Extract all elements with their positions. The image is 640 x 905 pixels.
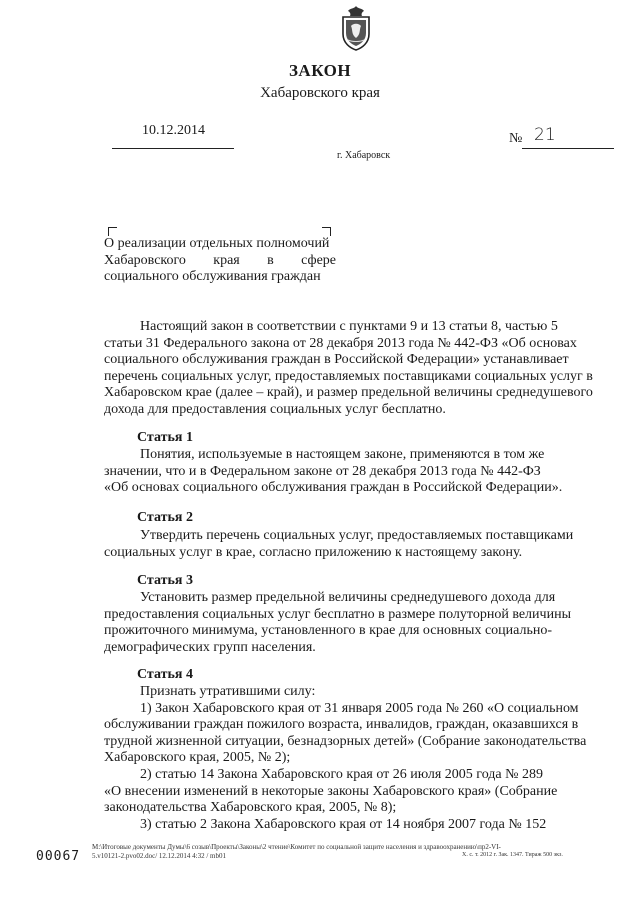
text-line: Настоящий закон в соответствии с пунктами 9 и 13 статьи 8, частью 5: [140, 319, 558, 334]
text-line: Установить размер предельной величины среднедушевого дохода для: [140, 590, 556, 605]
text-line: Признать утратившими силу:: [140, 684, 316, 699]
heading-corner-left: [108, 227, 117, 236]
document-number: 21: [534, 125, 556, 145]
article-2-title: Статья 2: [137, 510, 193, 525]
text-line: значении, что и в Федеральном законе от 28 декабря 2013 года № 442-ФЗ: [104, 463, 541, 479]
text-line: 1) Закон Хабаровского края от 31 января 2005 года № 260 «О социальном: [140, 700, 579, 716]
text-line: социальных услуг в крае, согласно приложению к настоящему закону.: [104, 544, 523, 560]
heading-corner-right: [322, 227, 331, 236]
footer-path-line: 5.v10121-2.pvo02.doc/ 12.12.2014 4:32 / mb01: [92, 852, 226, 860]
footer-print-info: Х. с. т. 2012 г. Зак. 1347. Тираж 500 экз.: [462, 852, 563, 858]
footer-document-number: 00067: [36, 849, 81, 864]
text-line: Утвердить перечень социальных услуг, предоставляемых поставщиками: [140, 528, 574, 543]
document-title: ЗАКОН: [288, 61, 352, 80]
document-subtitle: Хабаровского края: [260, 85, 380, 101]
article-4-title: Статья 4: [137, 667, 193, 682]
text-line: Хабаровском крае (далее – край), и размер предельной величины среднедушевого: [104, 385, 593, 401]
coat-of-arms-emblem: [337, 4, 375, 52]
article-3-title: Статья 3: [137, 573, 193, 588]
text-line: статьи 31 Федерального закона от 28 декабря 2013 года № 442-ФЗ «Об основах: [104, 335, 577, 351]
preamble-paragraph: [104, 319, 607, 419]
footer-path-line: M:\Итоговые документы Думы\6 созыв\Проекты\Законы\2 чтение\Комитет по социальной защите населения и здравоохранению\пр2-VI-: [92, 843, 501, 851]
heading-line: О реализации отдельных полномочий: [104, 236, 330, 251]
text-line: Понятия, используемые в настоящем законе, применяются в том же: [140, 447, 545, 462]
article-3-text: [104, 590, 607, 656]
text-line: 3) статью 2 Закона Хабаровского края от 14 ноября 2007 года № 152: [140, 816, 547, 832]
text-line: перечень социальных услуг, предоставляемых поставщиками социальных услуг в: [104, 368, 593, 384]
text-line: Хабаровского края, 2005, № 2);: [104, 750, 291, 766]
heading-word: Хабаровского: [104, 252, 186, 268]
number-label: №: [509, 131, 523, 146]
city-label: г. Хабаровск: [337, 150, 391, 161]
article-1-title: Статья 1: [137, 430, 193, 445]
heading-line: социального обслуживания граждан: [104, 269, 321, 284]
text-line: предоставления социальных услуг бесплатно в размере полуторной величины: [104, 606, 571, 622]
date-underline: [112, 148, 234, 149]
text-line: 2) статью 14 Закона Хабаровского края от 26 июля 2005 года № 289: [140, 766, 543, 782]
heading-word: в: [267, 252, 274, 268]
text-line: законодательства Хабаровского края, 2005, № 8);: [104, 800, 397, 816]
article-1-text: [104, 447, 607, 497]
text-line: демографических групп населения.: [104, 639, 316, 655]
text-line: дохода для предоставления социальных услуг бесплатно.: [104, 401, 446, 417]
law-heading: [104, 236, 336, 286]
article-2-text: [104, 528, 607, 561]
document-date: 10.12.2014: [142, 123, 205, 138]
text-line: трудной жизненной ситуации, безнадзорных детей» (Собрание законодательства: [104, 733, 587, 749]
text-line: обслуживании граждан пожилого возраста, инвалидов, граждан, оказавшихся в: [104, 717, 579, 733]
heading-word: края: [213, 252, 240, 268]
text-line: «Об основах социального обслуживания граждан в Российской Федерации».: [104, 480, 563, 496]
text-line: «О внесении изменений в некоторые законы Хабаровского края» (Собрание: [104, 783, 558, 799]
text-line: социального обслуживания граждан в Российской Федерации» устанавливает: [104, 352, 569, 368]
heading-word: сфере: [301, 252, 336, 268]
number-underline: [522, 148, 614, 149]
article-4-text: [104, 684, 607, 833]
text-line: прожиточного минимума, установленного в крае для основных социально-: [104, 623, 553, 639]
heading-line-justified: [104, 253, 336, 270]
